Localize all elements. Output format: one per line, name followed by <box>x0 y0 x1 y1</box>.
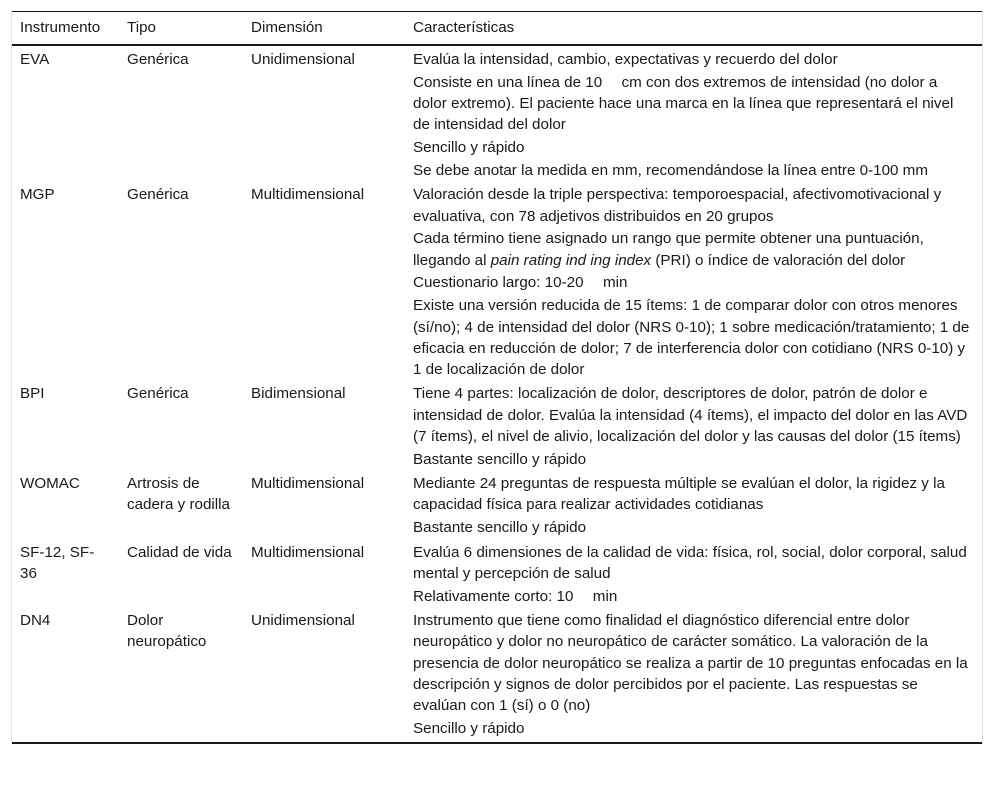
table-row <box>12 181 982 380</box>
characteristic-item <box>413 228 974 271</box>
table-row <box>12 470 982 538</box>
table-row <box>12 607 982 743</box>
cell-dimension: Unidimensional <box>243 607 405 743</box>
cell-tipo: Genérica <box>127 186 189 204</box>
text-segment: Cada término tiene asignado un rango que permite obtener una puntuación, llegando al <box>413 230 924 269</box>
characteristic-item: Evalúa la intensidad, cambio, expectativas y recuerdo del dolor <box>413 51 838 68</box>
pain-instruments-table <box>12 11 982 744</box>
cell-caracteristicas <box>405 181 982 380</box>
table-header <box>12 12 982 46</box>
characteristic-item: Sencillo y rápido <box>413 139 525 157</box>
header-row <box>12 12 982 46</box>
pain-instruments-table-container <box>11 11 983 744</box>
cell-dimension: Multidimensional <box>251 475 365 493</box>
text-segment: (PRI) o índice de valoración del dolor <box>651 251 906 269</box>
italic-term: pain rating ind ing index <box>490 251 652 269</box>
characteristic-item: Existe una versión reducida de 15 ítems: 1 de comparar dolor con otros menores (sí/no); 4 de intensidad del dolor (NRS 0-10); 1 sobre medicación/tratamiento; 1 de eficacia en reducción de dolor; 7 de interferencia dolor con cotidiano (NRS 0-10) y 1 de localización de dolor <box>413 297 970 379</box>
characteristic-item: Sencillo y rápido <box>413 719 525 737</box>
cell-dimension: Multidimensional <box>251 543 365 561</box>
table-row <box>12 380 982 470</box>
cell-dimension: Unidimensional <box>251 51 355 68</box>
header-instrumento: Instrumento <box>12 12 119 46</box>
cell-tipo: Calidad de vida <box>127 543 232 561</box>
characteristic-item: Se debe anotar la medida en mm, recomendándose la línea entre 0-100 mm <box>413 161 928 179</box>
cell-caracteristicas <box>405 539 982 607</box>
table-body <box>12 45 982 743</box>
cell-caracteristicas <box>405 380 982 470</box>
characteristic-item: Instrumento que tiene como finalidad el diagnóstico diferencial entre dolor neuropático y dolor no neuropático de carácter somático. La valoración de la presencia de dolor neuropático se realiza a partir de 10 preguntas enfocadas en la descripción y signos de dolor percibidos por el paciente. Las respuestas se evalúan con 1 (sí) o 0 (no) <box>413 611 968 715</box>
cell-instrumento: DN4 <box>12 607 119 743</box>
header-dimension: Dimensión <box>243 12 405 46</box>
characteristic-item: Cuestionario largo: 10-20 min <box>413 274 628 292</box>
characteristic-item: Valoración desde la triple perspectiva: temporoespacial, afectivomotivacional y evaluativa, con 78 adjetivos distribuidos en 20 grupos <box>413 186 942 225</box>
table-row <box>12 45 982 181</box>
header-tipo: Tipo <box>119 12 243 46</box>
cell-tipo: Genérica <box>127 385 189 403</box>
header-caracteristicas: Características <box>405 12 982 46</box>
characteristic-item: Evalúa 6 dimensiones de la calidad de vida: física, rol, social, dolor corporal, salud mental y percepción de salud <box>413 543 967 582</box>
cell-dimension: Multidimensional <box>251 186 365 204</box>
table-row <box>12 539 982 607</box>
cell-tipo: Genérica <box>127 51 189 68</box>
cell-caracteristicas <box>405 45 982 181</box>
cell-tipo: Dolor neuropático <box>119 607 243 743</box>
cell-instrumento: SF-12, SF-36 <box>20 543 95 582</box>
cell-tipo: Artrosis de cadera y rodilla <box>127 475 230 514</box>
cell-instrumento: MGP <box>20 186 55 204</box>
characteristic-item: Tiene 4 partes: localización de dolor, descriptores de dolor, patrón de dolor e intensidad de dolor. Evalúa la intensidad (4 ítems), el impacto del dolor en las AVD (7 ítems), el nivel de alivio, localización del dolor y las causas del dolor (15 ítems) <box>413 385 968 446</box>
cell-caracteristicas <box>405 607 982 743</box>
cell-dimension: Bidimensional <box>251 385 346 403</box>
cell-instrumento: BPI <box>20 385 45 403</box>
characteristic-item: Mediante 24 preguntas de respuesta múltiple se evalúan el dolor, la rigidez y la capacidad física para realizar actividades cotidianas <box>413 475 945 514</box>
cell-instrumento: EVA <box>20 51 50 68</box>
characteristic-item: Bastante sencillo y rápido <box>413 450 587 468</box>
characteristic-item: Consiste en una línea de 10 cm con dos extremos de intensidad (no dolor a dolor extremo). El paciente hace una marca en la línea que representará el nivel de intensidad del dolor <box>413 73 954 134</box>
cell-caracteristicas <box>405 470 982 538</box>
characteristic-item: Relativamente corto: 10 min <box>413 587 618 605</box>
cell-instrumento: WOMAC <box>20 475 80 493</box>
characteristic-item: Bastante sencillo y rápido <box>413 519 587 537</box>
